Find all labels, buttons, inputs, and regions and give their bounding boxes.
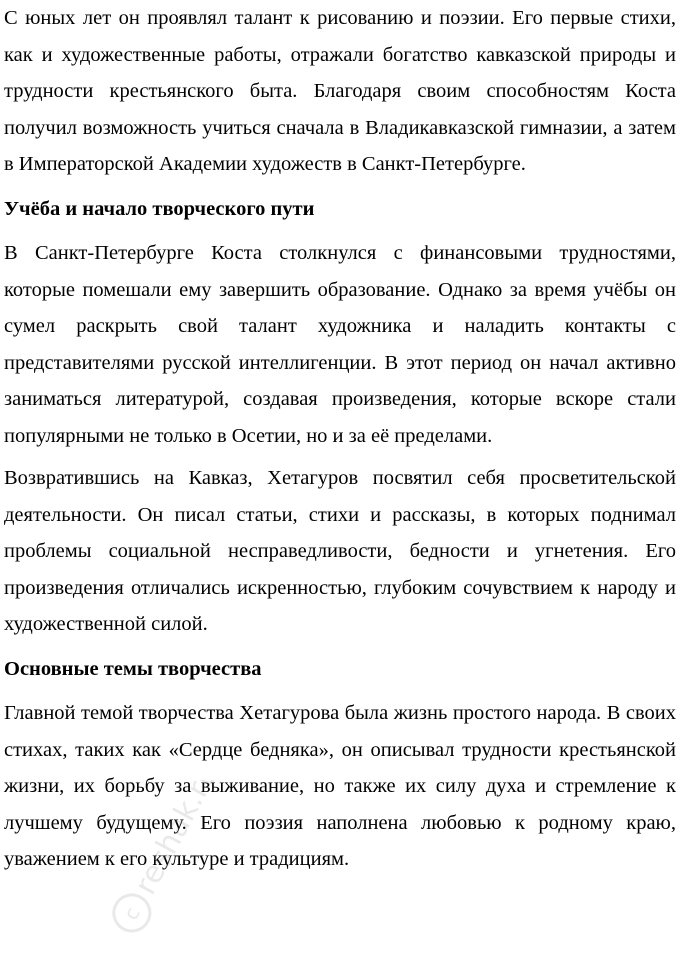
watermark-text: reshak.ru (128, 780, 226, 901)
document-page (4, 0, 676, 878)
svg-text:c: c (118, 902, 145, 924)
paragraph-intro: С юных лет он проявлял талант к рисованию и поэзии. Его первые стихи, как и художественные работы, отражали богатство кавказской природы и трудности крестьянского быта. Благодаря своим способностям Коста получил возможность учиться сначала в Владикавказской гимназии, а затем в Императорской Академии художеств в Санкт-Петербурге. (4, 7, 676, 175)
paragraph-study-1: В Санкт-Петербурге Коста столкнулся с финансовыми трудностями, которые помешали ему завершить образование. Однако за время учёбы он сумел раскрыть свой талант художника и наладить контакты с представителями русской интеллигенции. В этот период он начал активно заниматься литературой, создавая произведения, которые вскоре стали популярными не только в Осетии, но и за её пределами. (4, 242, 676, 447)
heading-themes: Основные темы творчества (4, 657, 262, 680)
heading-study: Учёба и начало творческого пути (4, 197, 315, 220)
paragraph-study-2: Возвратившись на Кавказ, Хетагуров посвятил себя просветительской деятельности. Он писал статьи, стихи и рассказы, в которых поднимал проблемы социальной несправедливости, бедности и угнетения. Его произведения отличались искренностью, глубоким сочувствием к народу и художественной силой. (4, 467, 676, 635)
paragraph-themes-1: Главной темой творчества Хетагурова была жизнь простого народа. В своих стихах, таких как «Сердце бедняка», он описывал трудности крестьянской жизни, их борьбу за выживание, но также их силу духа и стремление к лучшему будущему. Его поэзия наполнена любовью к родному краю, уважением к его культуре и традициям. (4, 702, 676, 870)
